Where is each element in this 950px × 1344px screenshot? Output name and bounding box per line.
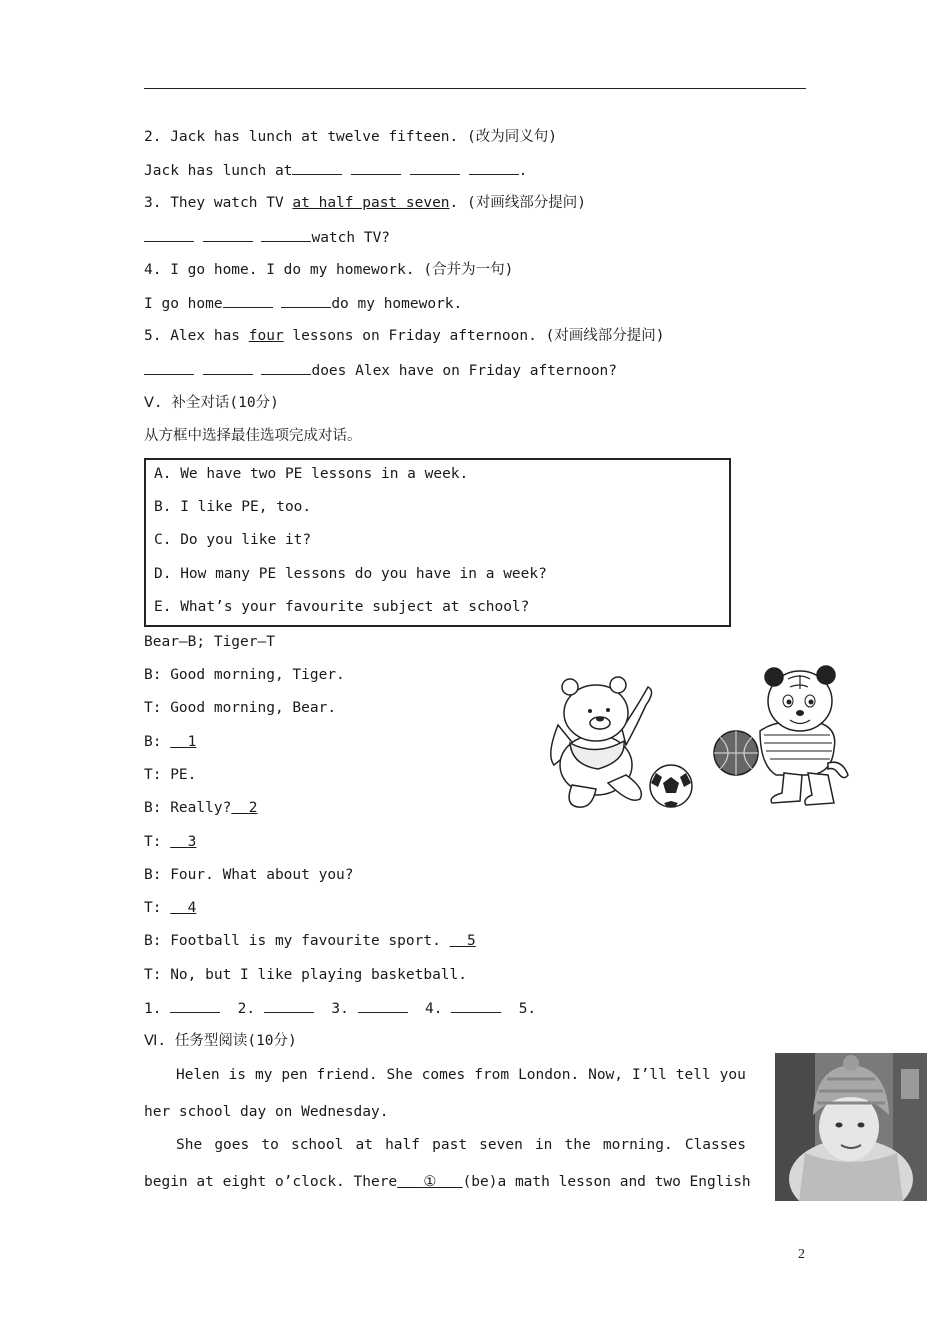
options-box <box>144 458 731 627</box>
dialogue-blank-5[interactable]: 5 <box>467 933 476 949</box>
question-5: 5. Alex has four lessons on Friday afternoon. (对画线部分提问) <box>144 328 665 344</box>
passage-blank-1[interactable]: ① <box>423 1174 437 1190</box>
header-rule <box>144 88 806 89</box>
dialogue-blank-3[interactable]: 3 <box>187 834 197 850</box>
answer-blank[interactable] <box>410 160 460 175</box>
question-2-answer: Jack has lunch at . <box>144 160 527 181</box>
dialogue-blank-1[interactable]: 1 <box>187 734 197 750</box>
dialogue-line: B: Really? 2 <box>144 800 258 816</box>
question-4-answer: I go home do my homework. <box>144 293 462 314</box>
passage-line: begin at eight o’clock. There ① (be)a math lesson and two English <box>144 1174 751 1190</box>
question-2: 2. Jack has lunch at twelve fifteen. (改为同义句) <box>144 129 557 145</box>
football-icon <box>650 765 692 807</box>
answer-blank[interactable] <box>451 998 501 1013</box>
dialogue-speakers: Bear—B; Tiger—T <box>144 634 275 650</box>
section-5-instruction: 从方框中选择最佳选项完成对话。 <box>144 428 362 444</box>
answer-blank[interactable] <box>203 227 253 242</box>
option-e: E. What’s your favourite subject at school? <box>154 599 530 615</box>
answer-blank[interactable] <box>223 293 273 308</box>
answer-blank[interactable] <box>351 160 401 175</box>
dialogue-line: T: 4 <box>144 900 197 916</box>
answer-blank[interactable] <box>203 360 253 375</box>
question-3: 3. They watch TV at half past seven. (对画线部分提问) <box>144 195 586 211</box>
option-d: D. How many PE lessons do you have in a week? <box>154 566 547 582</box>
passage-line: Helen is my pen friend. She comes from London. Now, I’ll tell you <box>176 1067 746 1083</box>
girl-photo <box>775 1053 927 1201</box>
dialogue-line: T: No, but I like playing basketball. <box>144 967 468 983</box>
bear-tiger-illustration <box>538 665 850 815</box>
passage-line: her school day on Wednesday. <box>144 1104 389 1120</box>
answer-blank[interactable] <box>358 998 408 1013</box>
answer-row: 1. 2. 3. 4. 5. <box>144 998 536 1019</box>
question-4: 4. I go home. I do my homework. (合并为一句) <box>144 262 514 278</box>
answer-blank[interactable] <box>264 998 314 1013</box>
section-5-heading: Ⅴ. 补全对话(10分) <box>144 395 279 411</box>
tiger-figure <box>760 666 848 805</box>
dialogue-line: B: Four. What about you? <box>144 867 354 883</box>
dialogue-blank-4[interactable]: 4 <box>187 900 197 916</box>
answer-blank[interactable] <box>281 293 331 308</box>
dialogue-line: T: Good morning, Bear. <box>144 700 337 716</box>
answer-blank[interactable] <box>144 227 194 242</box>
answer-blank[interactable] <box>170 998 220 1013</box>
bear-figure <box>551 677 652 807</box>
question-3-answer: watch TV? <box>144 227 390 248</box>
option-b: B. I like PE, too. <box>154 499 312 515</box>
dialogue-line: B: Football is my favourite sport. 5 <box>144 933 476 949</box>
dialogue-line: T: 3 <box>144 834 197 850</box>
section-6-heading: Ⅵ. 任务型阅读(10分) <box>144 1033 297 1049</box>
answer-blank[interactable] <box>469 160 519 175</box>
answer-blank[interactable] <box>261 227 311 242</box>
page-number: 2 <box>798 1247 805 1262</box>
dialogue-blank-2[interactable]: 2 <box>248 800 258 816</box>
dialogue-line: B: 1 <box>144 734 197 750</box>
dialogue-line: T: PE. <box>144 767 197 783</box>
dialogue-line: B: Good morning, Tiger. <box>144 667 345 683</box>
answer-blank[interactable] <box>261 360 311 375</box>
basketball-icon <box>714 731 758 775</box>
answer-blank[interactable] <box>292 160 342 175</box>
answer-blank[interactable] <box>144 360 194 375</box>
question-5-answer: does Alex have on Friday afternoon? <box>144 360 617 381</box>
passage-line: She goes to school at half past seven in the morning. Classes <box>176 1137 746 1153</box>
option-a: A. We have two PE lessons in a week. <box>154 466 469 482</box>
option-c: C. Do you like it? <box>154 532 312 548</box>
